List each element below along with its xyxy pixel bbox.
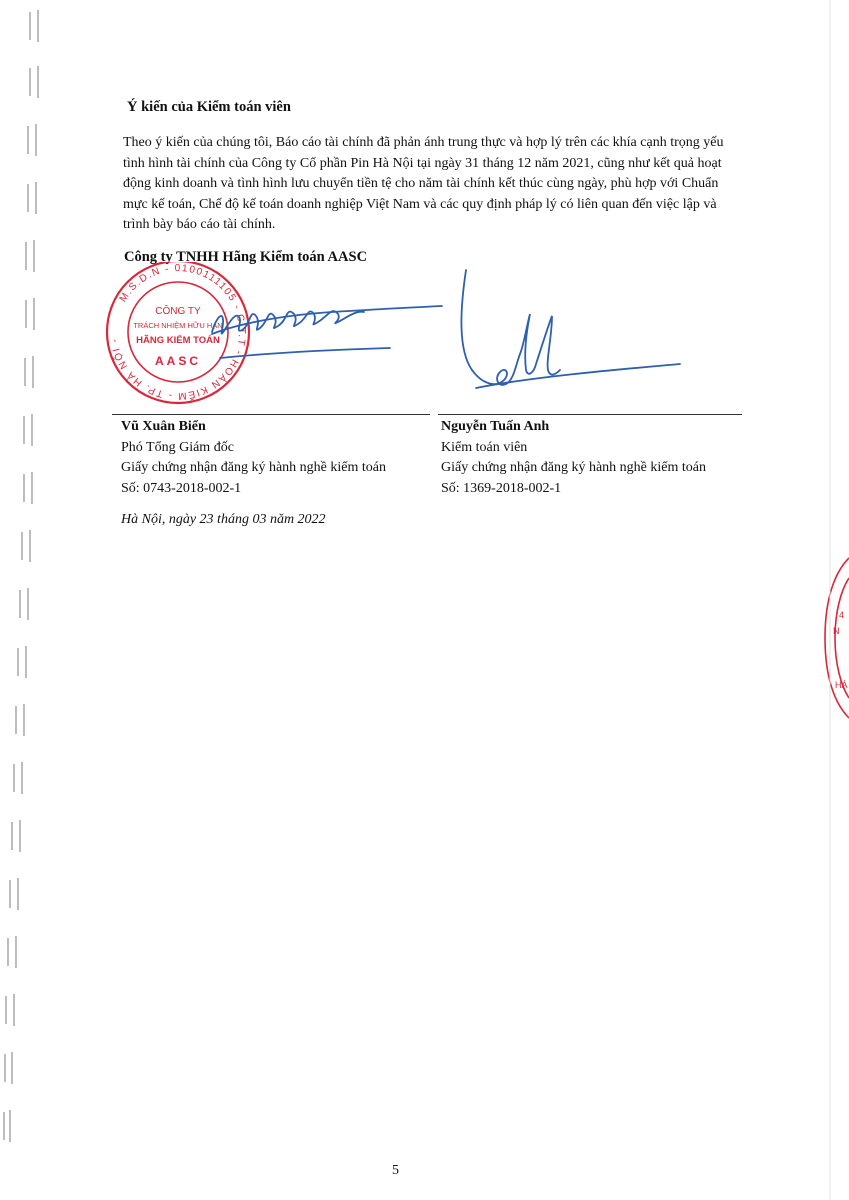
signer-certificate: Giấy chứng nhận đăng ký hành nghề kiểm toán xyxy=(441,460,706,475)
firm-name: Công ty TNHH Hãng Kiểm toán AASC xyxy=(124,249,368,265)
binding-marks xyxy=(0,0,45,1200)
place-and-date: Hà Nội, ngày 23 tháng 03 năm 2022 xyxy=(121,512,326,527)
svg-text:TRÁCH NHIỆM HỮU HẠN: TRÁCH NHIỆM HỮU HẠN xyxy=(133,321,223,330)
signer-title: Phó Tổng Giám đốc xyxy=(121,439,234,455)
svg-text:CÔNG TY: CÔNG TY xyxy=(155,306,201,317)
signer-name: Vũ Xuân Biển xyxy=(121,419,206,434)
paragraph-line: Theo ý kiến của chúng tôi, Báo cáo tài chính đã phản ánh trung thực và hợp lý trên các khía cạnh trọng yếu xyxy=(123,135,724,150)
signer-title: Kiểm toán viên xyxy=(441,439,528,455)
signature-line-left xyxy=(112,414,430,415)
signature-line-right xyxy=(438,414,742,415)
svg-text:4: 4 xyxy=(839,610,845,620)
signer-certificate-number: Số: 0743-2018-002-1 xyxy=(121,480,242,496)
svg-text:N: N xyxy=(833,626,840,636)
signer-certificate-number: Số: 1369-2018-002-1 xyxy=(441,480,562,496)
paragraph-line: tình hình tài chính của Công ty Cổ phần Pin Hà Nội tại ngày 31 tháng 12 năm 2021, cũng như kết quả hoạt xyxy=(123,155,722,171)
page-edge-marks xyxy=(825,0,835,1200)
section-heading: Ý kiến của Kiểm toán viên xyxy=(127,99,291,115)
signer-certificate: Giấy chứng nhận đăng ký hành nghề kiểm toán xyxy=(121,460,386,475)
page-number: 5 xyxy=(392,1163,399,1178)
paragraph-line: trình bày báo cáo tài chính. xyxy=(123,217,276,232)
svg-text:AASC: AASC xyxy=(154,354,202,368)
paragraph-line: động kinh doanh và tình hình lưu chuyển tiền tệ cho năm tài chính kết thúc cùng ngày, phù hợp với Chuẩn xyxy=(123,176,719,191)
signature-area xyxy=(100,262,760,412)
svg-text:HÀ: HÀ xyxy=(835,680,848,690)
opinion-paragraph xyxy=(123,133,745,236)
svg-text:M.S.D.N - 0100111105 - C.T.T -: M.S.D.N - 0100111105 - C.T.T - HOÀN KIẾM - TP. HÀ NỘI - xyxy=(109,262,248,402)
left-signer-block xyxy=(121,417,386,499)
svg-text:HÃNG KIỂM TOÁN: HÃNG KIỂM TOÁN xyxy=(136,335,220,346)
signer-name: Nguyễn Tuấn Anh xyxy=(441,419,550,434)
right-signature xyxy=(461,270,680,388)
paragraph-line: mực kế toán, Chế độ kế toán doanh nghiệp Việt Nam và các quy định pháp lý có liên quan đến việc lập và xyxy=(123,196,717,212)
company-stamp xyxy=(107,262,249,403)
right-signer-block xyxy=(441,417,706,499)
